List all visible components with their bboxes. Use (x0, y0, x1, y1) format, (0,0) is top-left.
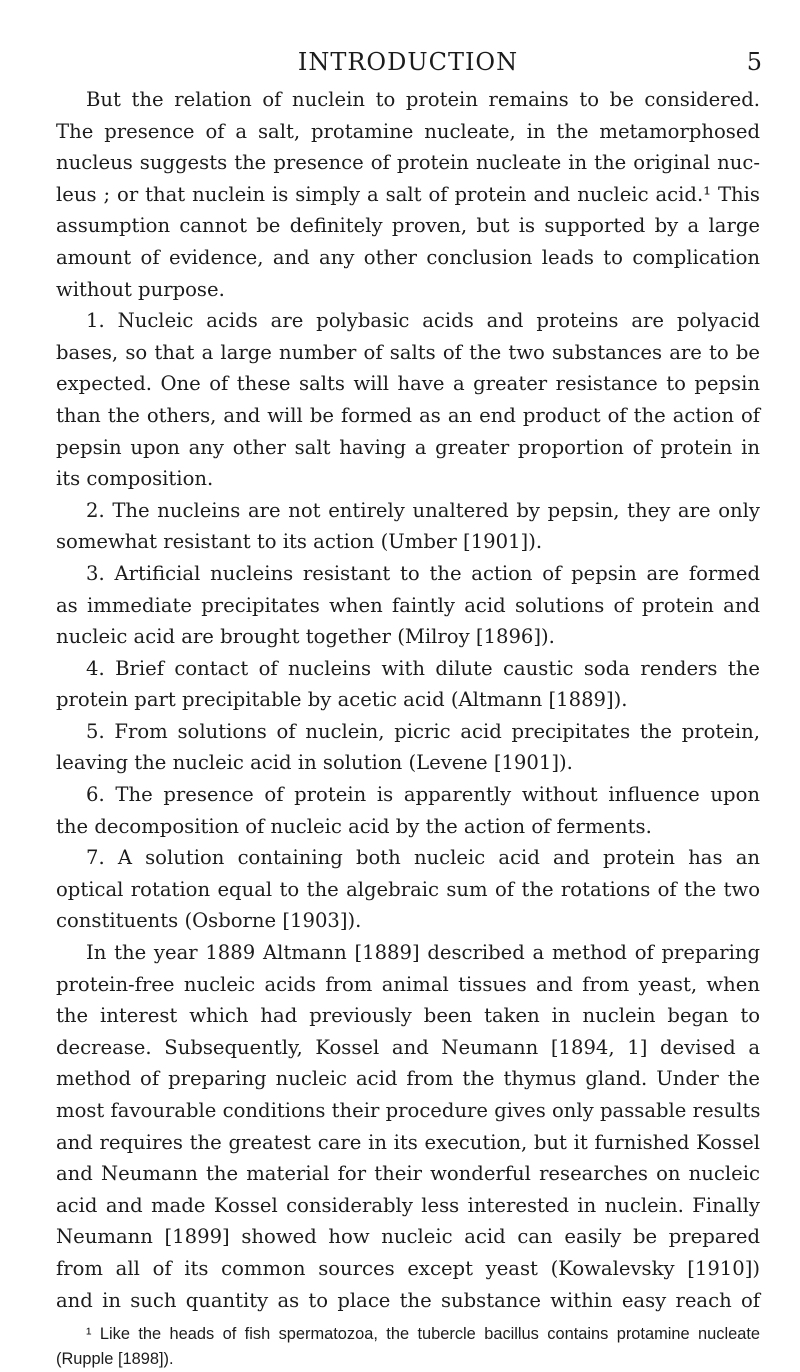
text-line: from all of its common sources except yeast (Kowalevsky [1910]) (56, 1256, 760, 1280)
text-line: the interest which had previously been taken in nuclein began to (56, 1004, 760, 1028)
text-line: In the year 1889 Altmann [1889] described a method of preparing (86, 941, 760, 965)
text-line: protein-free nucleic acids from animal tissues and from yeast, when (56, 972, 760, 996)
text-line: and Neumann the material for their wonderful researches on nucleic (56, 1162, 760, 1186)
text-line: But the relation of nuclein to protein remains to be considered. (86, 88, 760, 111)
text-line: expected. One of these salts will have a greater resistance to pepsin (56, 372, 760, 396)
text-line: optical rotation equal to the algebraic sum of the rotations of the two (56, 877, 760, 901)
text-line: 6. The presence of protein is apparently without influence upon (86, 783, 760, 807)
text-line: than the others, and will be formed as an end product of the action of (56, 403, 760, 427)
text-line: without purpose. (56, 277, 225, 301)
running-title: INTRODUCTION (297, 48, 519, 76)
page (56, 38, 760, 1372)
page-number: 5 (746, 48, 762, 76)
text-line: constituents (Osborne [1903]). (56, 909, 362, 933)
text-line: somewhat resistant to its action (Umber [1901]). (56, 530, 543, 554)
text-line: amount of evidence, and any other conclusion leads to complication (56, 245, 760, 269)
footnote-line: (Rupple [1898]). (56, 1350, 174, 1369)
text-line: 5. From solutions of nuclein, picric acid precipitates the protein, (86, 719, 760, 743)
text-line: 7. A solution containing both nucleic acid and protein has an (86, 846, 760, 870)
text-line: 2. The nucleins are not entirely unaltered by pepsin, they are only (86, 498, 760, 522)
text-line: nucleic acid are brought together (Milroy [1896]). (56, 625, 555, 649)
text-line: pepsin upon any other salt having a greater proportion of protein in (56, 435, 760, 459)
text-line: the decomposition of nucleic acid by the action of ferments. (56, 814, 652, 838)
footnote (56, 1322, 760, 1372)
text-line: most favourable conditions their procedure gives only passable results (56, 1099, 761, 1122)
text-line: decrease. Subsequently, Kossel and Neumann [1894, 1] devised a (56, 1035, 760, 1059)
text-line: protein part precipitable by acetic acid (Altmann [1889]). (56, 688, 628, 712)
text-line: nucleus suggests the presence of protein nucleate in the original nuc- (56, 151, 760, 175)
text-line: leaving the nucleic acid in solution (Levene [1901]). (56, 751, 573, 775)
text-line: assumption cannot be definitely proven, but is supported by a large (56, 214, 760, 238)
text-line: Neumann [1899] showed how nucleic acid can easily be prepared (56, 1225, 760, 1249)
footnote-line: ¹ Like the heads of fish spermatozoa, the tubercle bacillus contains protamine nucleate (86, 1325, 760, 1344)
text-line: 4. Brief contact of nucleins with dilute caustic soda renders the (86, 656, 760, 680)
text-line: method of preparing nucleic acid from the thymus gland. Under the (56, 1067, 760, 1091)
text-line: acid and made Kossel considerably less interested in nuclein. Finally (56, 1193, 760, 1217)
text-line: 1. Nucleic acids are polybasic acids and proteins are polyacid (86, 309, 760, 333)
text-line: leus ; or that nuclein is simply a salt of protein and nucleic acid.¹ This (56, 182, 760, 206)
text-line: bases, so that a large number of salts of the two substances are to be (56, 340, 760, 364)
text-line: and in such quantity as to place the substance within easy reach of (56, 1288, 760, 1312)
body-text (56, 84, 760, 1316)
text-line: The presence of a salt, protamine nucleate, in the metamorphosed (56, 119, 760, 143)
text-line: 3. Artificial nucleins resistant to the action of pepsin are formed (86, 561, 760, 585)
text-line: its composition. (56, 467, 214, 491)
running-head (56, 38, 760, 84)
text-line: and requires the greatest care in its execution, but it furnished Kossel (56, 1130, 760, 1154)
text-line: as immediate precipitates when faintly acid solutions of protein and (56, 593, 760, 617)
